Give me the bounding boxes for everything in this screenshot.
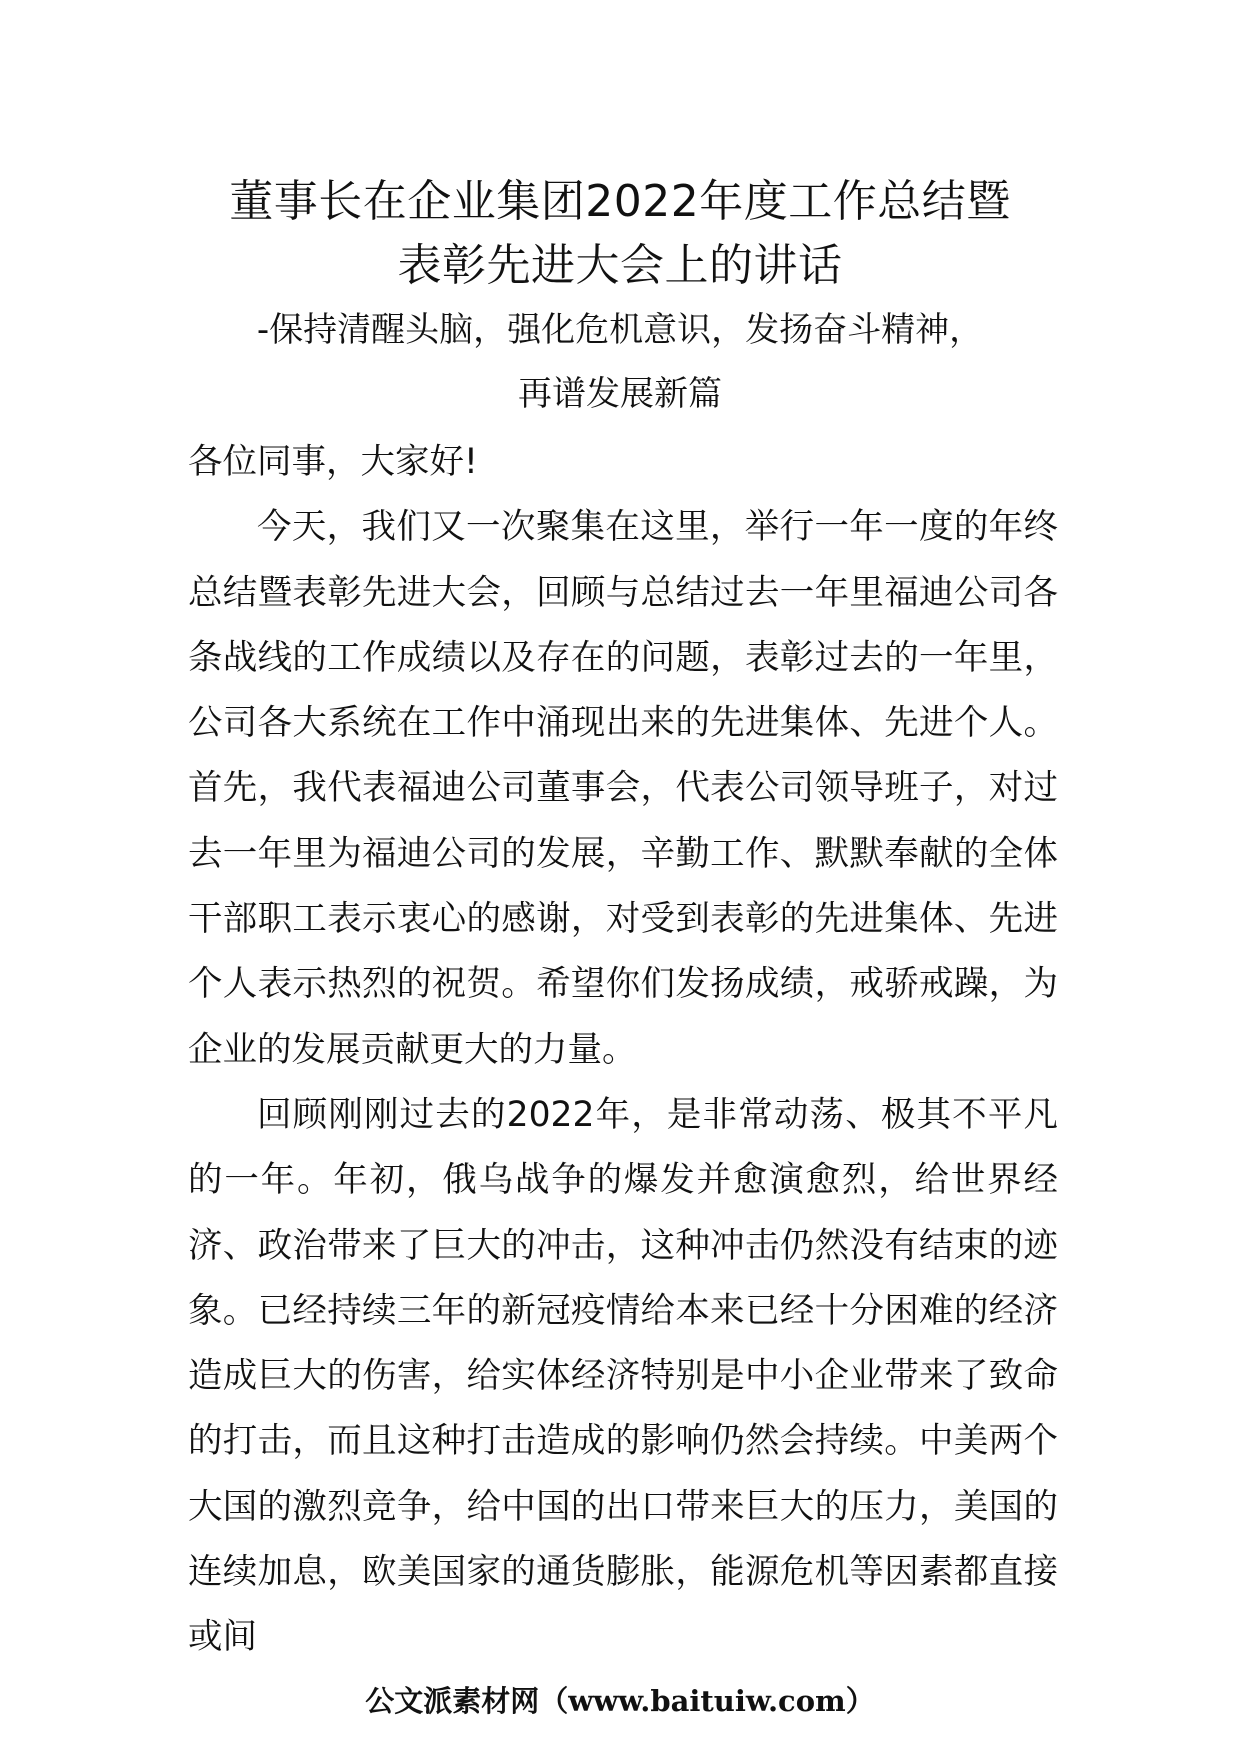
- document-title-line-1: 董事长在企业集团2022年度工作总结暨: [229, 176, 1011, 227]
- document-subtitle-line-1: -保持清醒头脑，强化危机意识，发扬奋斗精神，: [256, 310, 984, 350]
- paragraph-review-2022: 回顾刚刚过去的2022年，是非常动荡、极其不平凡的一年。年初，俄乌战争的爆发并愈演愈烈，给世界经济、政治带来了巨大的冲击，这种冲击仍然没有结束的迹象。已经持续三年的新冠疫情给本来已经十分困难的经济造成巨大的伤害，给实体经济特别是中小企业带来了致命的打击，而且这种打击造成的影响仍然会持续。中美两个大国的激烈竞争，给中国的出口带来巨大的压力，美国的连续加息，欧美国家的通货膨胀，能源危机等因素都直接或间: [188, 1094, 1058, 1658]
- document-subtitle-line-2: 再谱发展新篇: [518, 374, 722, 414]
- greeting: 各位同事，大家好!: [188, 442, 478, 482]
- document-body: [188, 430, 1058, 1671]
- footer-source-watermark: 公文派素材网（www.baituiw.com）: [365, 1684, 875, 1718]
- paragraph-opening: 今天，我们又一次聚集在这里，举行一年一度的年终总结暨表彰先进大会，回顾与总结过去一年里福迪公司各条战线的工作成绩以及存在的问题，表彰过去的一年里，公司各大系统在工作中涌现出来的先进集体、先进个人。首先，我代表福迪公司董事会，代表公司领导班子，对过去一年里为福迪公司的发展，辛勤工作、默默奉献的全体干部职工表示衷心的感谢，对受到表彰的先进集体、先进个人表示热烈的祝贺。希望你们发扬成绩，戒骄戒躁，为企业的发展贡献更大的力量。: [188, 507, 1058, 1070]
- document-title-line-2: 表彰先进大会上的讲话: [397, 240, 843, 291]
